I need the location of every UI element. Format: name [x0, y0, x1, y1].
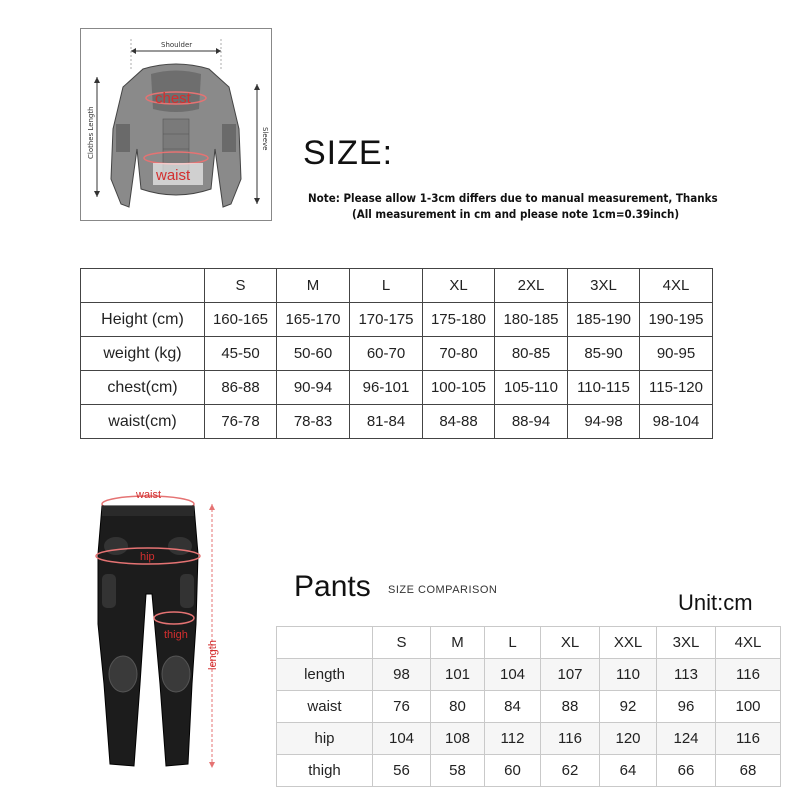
jacket-size-table: [80, 268, 713, 439]
table-cell: 80-85: [495, 337, 568, 371]
table-cell: 60-70: [350, 337, 423, 371]
shoulder-arrow-right: [216, 48, 221, 54]
table-cell: 113: [657, 659, 716, 691]
header-cell: 4XL: [716, 627, 781, 659]
table-cell: 90-95: [640, 337, 713, 371]
header-cell: XL: [541, 627, 600, 659]
table-cell: 180-185: [495, 303, 568, 337]
header-cell: [81, 269, 205, 303]
header-cell: L: [485, 627, 541, 659]
table-cell: 88-94: [495, 405, 568, 439]
clothes-length-label: Clothes Length: [87, 106, 95, 159]
right-hip-pad: [168, 537, 192, 555]
header-cell: XL: [423, 269, 495, 303]
table-cell: 70-80: [423, 337, 495, 371]
shoulder-arrow-left: [131, 48, 136, 54]
table-cell: 81-84: [350, 405, 423, 439]
header-cell: XXL: [600, 627, 657, 659]
table-cell: 60: [485, 755, 541, 787]
table-cell: 104: [485, 659, 541, 691]
table-row: [277, 723, 781, 755]
table-cell: 116: [716, 723, 781, 755]
note-line-1: Note: Please allow 1-3cm differs due to manual measurement, Thanks: [308, 191, 718, 205]
unit-label: Unit:cm: [678, 590, 753, 615]
header-cell: 3XL: [657, 627, 716, 659]
table-cell: 175-180: [423, 303, 495, 337]
table-cell: 108: [431, 723, 485, 755]
table-cell: 90-94: [277, 371, 350, 405]
shoulder-label: Shoulder: [161, 41, 193, 49]
right-elbow-armor: [222, 124, 236, 152]
table-cell: 112: [485, 723, 541, 755]
pants-hip-label: hip: [140, 551, 155, 563]
row-label: thigh: [277, 755, 373, 787]
row-label: hip: [277, 723, 373, 755]
table-cell: 76: [373, 691, 431, 723]
table-cell: 185-190: [568, 303, 640, 337]
row-label: weight (kg): [81, 337, 205, 371]
row-label: chest(cm): [81, 371, 205, 405]
table-cell: 76-78: [205, 405, 277, 439]
table-cell: 80: [431, 691, 485, 723]
table-cell: 58: [431, 755, 485, 787]
pants-illustration: [88, 484, 228, 780]
table-cell: 160-165: [205, 303, 277, 337]
row-label: length: [277, 659, 373, 691]
table-cell: 115-120: [640, 371, 713, 405]
table-cell: 88: [541, 691, 600, 723]
table-cell: 116: [541, 723, 600, 755]
table-cell: 100: [716, 691, 781, 723]
table-cell: 94-98: [568, 405, 640, 439]
table-cell: 45-50: [205, 337, 277, 371]
header-cell: L: [350, 269, 423, 303]
table-cell: 124: [657, 723, 716, 755]
table-cell: 110-115: [568, 371, 640, 405]
right-thigh-pad: [180, 574, 194, 608]
header-cell: S: [373, 627, 431, 659]
pants-waist-label: waist: [136, 489, 162, 501]
table-cell: 98: [373, 659, 431, 691]
row-label: waist: [277, 691, 373, 723]
table-cell: 84: [485, 691, 541, 723]
table-cell: 165-170: [277, 303, 350, 337]
pants-thigh-label: thigh: [164, 629, 188, 641]
left-knee-pad: [109, 656, 137, 692]
table-row: [81, 405, 713, 439]
chest-label: chest: [155, 90, 191, 107]
header-cell: 4XL: [640, 269, 713, 303]
table-cell: 78-83: [277, 405, 350, 439]
waist-label: waist: [156, 167, 191, 184]
row-label: Height (cm): [81, 303, 205, 337]
table-cell: 100-105: [423, 371, 495, 405]
table-row: [277, 691, 781, 723]
table-row: [277, 659, 781, 691]
table-header-row: [81, 269, 713, 303]
jacket-illustration: [81, 29, 271, 220]
table-cell: 105-110: [495, 371, 568, 405]
table-cell: 110: [600, 659, 657, 691]
row-label: waist(cm): [81, 405, 205, 439]
left-elbow-armor: [116, 124, 130, 152]
left-hip-pad: [104, 537, 128, 555]
table-cell: 104: [373, 723, 431, 755]
table-header-row: [277, 627, 781, 659]
table-cell: 84-88: [423, 405, 495, 439]
table-cell: 56: [373, 755, 431, 787]
left-thigh-pad: [102, 574, 116, 608]
table-cell: 190-195: [640, 303, 713, 337]
table-cell: 92: [600, 691, 657, 723]
table-row: [81, 337, 713, 371]
header-cell: M: [431, 627, 485, 659]
pants-subheading: SIZE COMPARISON: [388, 584, 498, 596]
table-cell: 107: [541, 659, 600, 691]
table-cell: 96: [657, 691, 716, 723]
header-cell: M: [277, 269, 350, 303]
table-row: [81, 371, 713, 405]
table-cell: 116: [716, 659, 781, 691]
table-cell: 120: [600, 723, 657, 755]
pants-size-table: [276, 626, 781, 787]
table-cell: 64: [600, 755, 657, 787]
table-cell: 68: [716, 755, 781, 787]
table-row: [81, 303, 713, 337]
header-cell: [277, 627, 373, 659]
note-line-2: (All measurement in cm and please note 1cm=0.39inch): [352, 207, 680, 221]
size-heading: SIZE:: [303, 134, 394, 172]
table-cell: 96-101: [350, 371, 423, 405]
header-cell: 3XL: [568, 269, 640, 303]
right-knee-pad: [162, 656, 190, 692]
table-cell: 101: [431, 659, 485, 691]
table-cell: 66: [657, 755, 716, 787]
pants-length-label: length: [207, 640, 219, 670]
jacket-diagram: [80, 28, 272, 221]
pants-heading: Pants: [294, 570, 371, 603]
pants-waistband: [102, 506, 194, 516]
table-cell: 170-175: [350, 303, 423, 337]
table-cell: 86-88: [205, 371, 277, 405]
table-cell: 85-90: [568, 337, 640, 371]
sleeve-label: Sleeve: [261, 127, 269, 151]
header-cell: S: [205, 269, 277, 303]
table-row: [277, 755, 781, 787]
table-cell: 62: [541, 755, 600, 787]
table-cell: 50-60: [277, 337, 350, 371]
table-cell: 98-104: [640, 405, 713, 439]
header-cell: 2XL: [495, 269, 568, 303]
